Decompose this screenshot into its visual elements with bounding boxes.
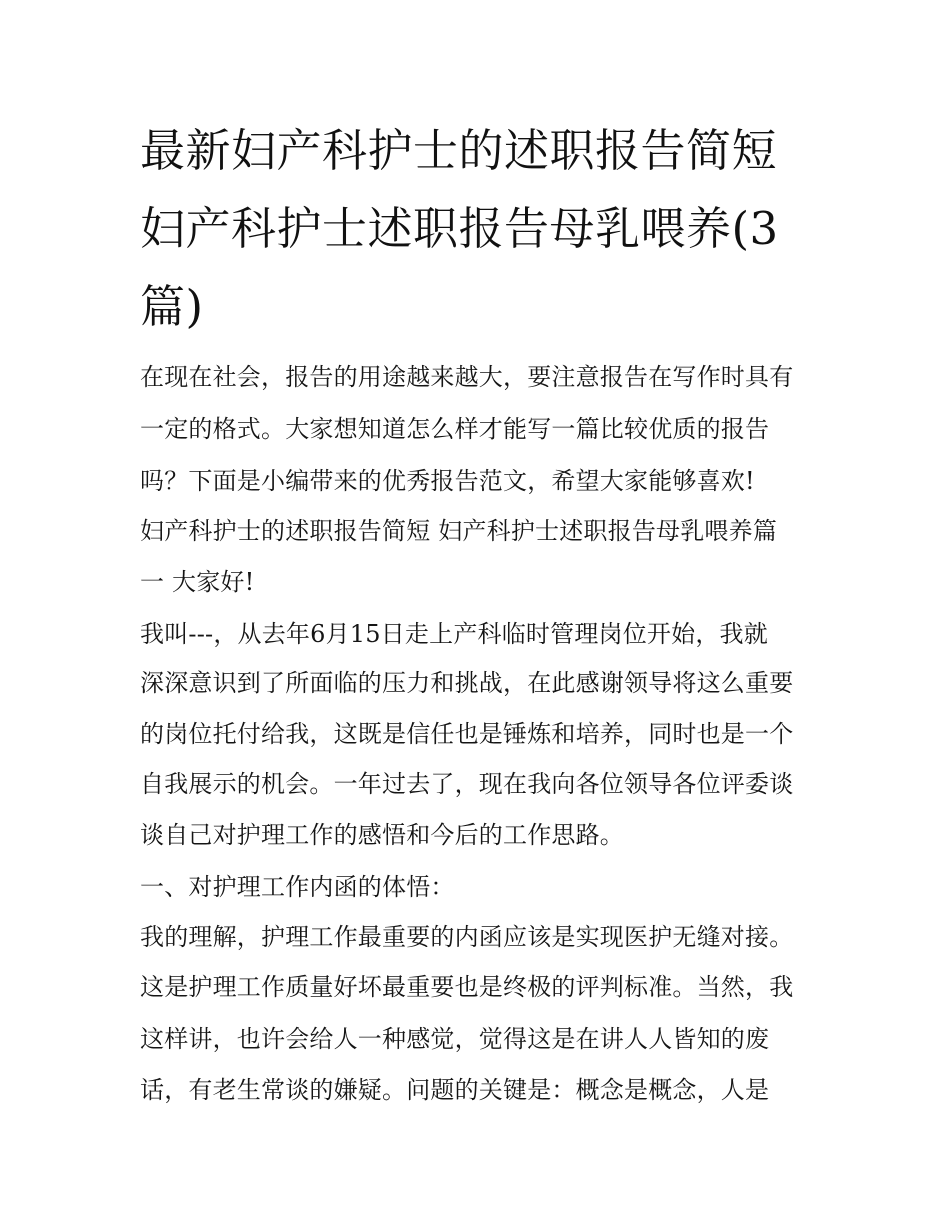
body-line: 妇产科护士的述职报告简短 妇产科护士述职报告母乳喂养篇 — [140, 517, 778, 545]
body-line: 我的理解，护理工作最重要的内函应该是实现医护无缝对接。 — [140, 923, 794, 951]
body-line: 的岗位托付给我，这既是信任也是锤炼和培养，同时也是一个 — [140, 720, 794, 748]
document-title: 最新妇产科护士的述职报告简短 妇产科护士述职报告母乳喂养(3篇) — [140, 124, 779, 333]
body-line: 我叫---，从去年6月15日走上产科临时管理岗位开始，我就 — [140, 620, 768, 648]
body-line: 谈自己对护理工作的感悟和今后的工作思路。 — [140, 821, 624, 849]
body-line: 这样讲，也许会给人一种感觉，觉得这是在讲人人皆知的废 — [140, 1025, 770, 1053]
body-line: 深深意识到了所面临的压力和挑战，在此感谢领导将这么重要 — [140, 669, 794, 697]
body-line: 一定的格式。大家想知道怎么样才能写一篇比较优质的报告 — [140, 415, 770, 443]
body-line: 自我展示的机会。一年过去了，现在我向各位领导各位评委谈 — [140, 770, 794, 798]
body-line: 一、对护理工作内函的体悟： — [140, 873, 455, 901]
body-line: 吗？下面是小编带来的优秀报告范文，希望大家能够喜欢! — [140, 467, 755, 495]
body-line: 一 大家好! — [140, 568, 255, 596]
body-line: 话，有老生常谈的嫌疑。问题的关键是：概念是概念，人是 — [140, 1076, 770, 1104]
body-line: 在现在社会，报告的用途越来越大，要注意报告在写作时具有 — [140, 363, 794, 391]
body-line: 这是护理工作质量好坏最重要也是终极的评判标准。当然，我 — [140, 973, 794, 1001]
